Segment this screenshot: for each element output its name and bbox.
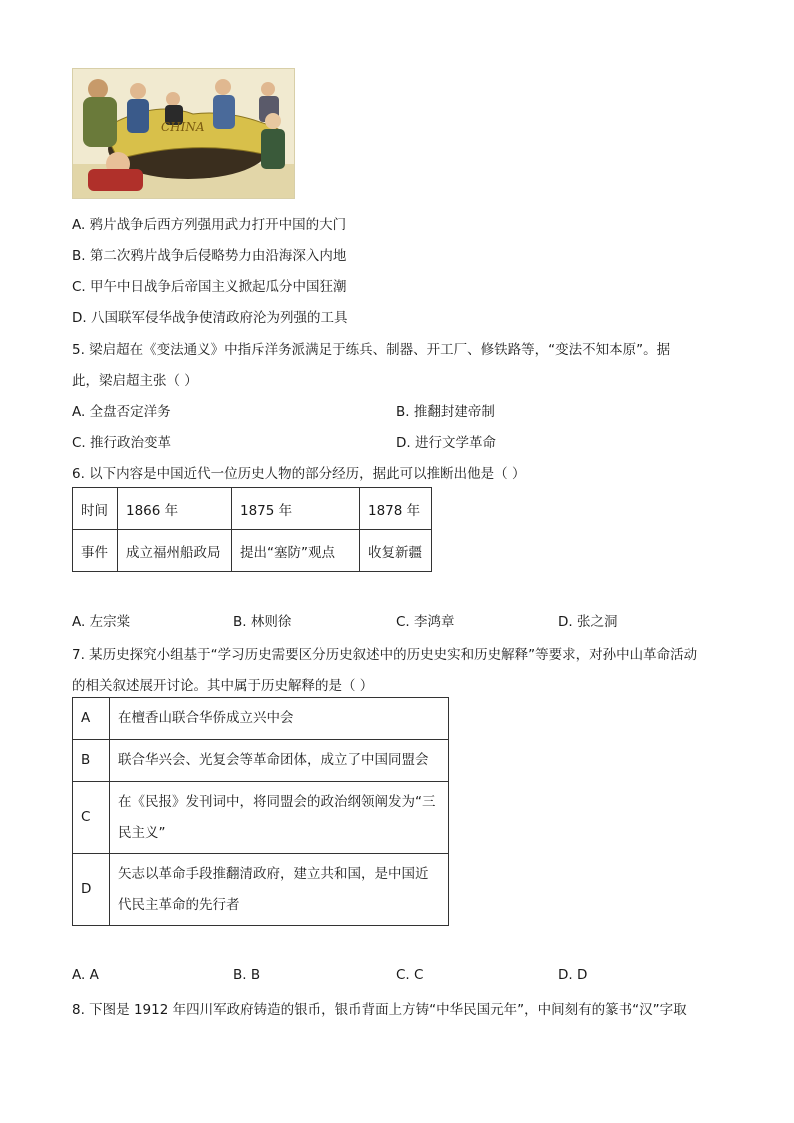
q7-row-key: C <box>73 782 110 854</box>
q7-row-line: 在檀香山联合华侨成立兴中会 <box>118 710 294 726</box>
q7-option-d: D. D <box>558 967 588 983</box>
q7-row-text <box>110 740 449 782</box>
q6-cell: 1875 年 <box>232 488 360 530</box>
q7-row-line: 矢志以革命手段推翻清政府，建立共和国，是中国近 <box>118 865 429 882</box>
q6-option-d: D. 张之洞 <box>558 614 618 630</box>
q6-stem: 6. 以下内容是中国近代一位历史人物的部分经历，据此可以推断出他是（ ） <box>72 466 526 482</box>
q7-row-text <box>110 698 449 740</box>
q6-cell: 1878 年 <box>360 488 432 530</box>
q5-stem-line2: 此，梁启超主张（ ） <box>72 373 198 389</box>
q7-table-row <box>73 740 449 782</box>
q7-table-row <box>73 854 449 926</box>
q7-row-line: 在《民报》发刊词中，将同盟会的政治纲领阐发为“三 <box>118 793 436 810</box>
q6-cell: 成立福州船政局 <box>118 530 232 572</box>
q7-option-a: A. A <box>72 967 99 983</box>
q8-stem-line1: 8. 下图是 1912 年四川军政府铸造的银币，银币背面上方铸“中华民国元年”，中间刻有的篆书“汉”字取 <box>72 1002 687 1018</box>
q5-option-a: A. 全盘否定洋务 <box>72 404 171 420</box>
q6-table-row-time <box>73 488 432 530</box>
q6-table-row-event <box>73 530 432 572</box>
q7-stem-line2: 的相关叙述展开讨论。其中属于历史解释的是（ ） <box>72 678 374 694</box>
cartoon-image <box>72 68 295 199</box>
q6-table <box>72 487 432 572</box>
q7-table-row <box>73 698 449 740</box>
q7-row-key: A <box>73 698 110 740</box>
q4-option-d: D. 八国联军侵华战争使清政府沦为列强的工具 <box>72 310 348 326</box>
q7-option-b: B. B <box>233 967 261 983</box>
q7-row-line: 代民主革命的先行者 <box>118 896 240 913</box>
q5-option-b: B. 推翻封建帝制 <box>396 404 495 420</box>
q7-row-key: D <box>73 854 110 926</box>
q7-row-line: 联合华兴会、光复会等革命团体，成立了中国同盟会 <box>118 752 429 768</box>
q6-cell: 事件 <box>73 530 118 572</box>
q5-option-c: C. 推行政治变革 <box>72 435 172 451</box>
q5-option-d: D. 进行文学革命 <box>396 435 496 451</box>
q7-row-line: 民主义” <box>118 824 166 841</box>
q6-cell: 收复新疆 <box>360 530 432 572</box>
q6-option-b: B. 林则徐 <box>233 614 292 630</box>
q6-cell: 提出“塞防”观点 <box>232 530 360 572</box>
q6-option-a: A. 左宗棠 <box>72 614 131 630</box>
q4-option-b: B. 第二次鸦片战争后侵略势力由沿海深入内地 <box>72 248 347 264</box>
q7-row-text <box>110 854 449 926</box>
q6-option-c: C. 李鸿章 <box>396 614 455 630</box>
q7-row-key: B <box>73 740 110 782</box>
q4-option-a: A. 鸦片战争后西方列强用武力打开中国的大门 <box>72 217 347 233</box>
q6-cell: 1866 年 <box>118 488 232 530</box>
q5-stem-line1: 5. 梁启超在《变法通义》中指斥洋务派满足于练兵、制器、开工厂、修铁路等，“变法不知本原”。据 <box>72 342 671 358</box>
q7-stem-line1: 7. 某历史探究小组基于“学习历史需要区分历史叙述中的历史史实和历史解释”等要求，对孙中山革命活动 <box>72 647 698 663</box>
q7-table <box>72 697 449 926</box>
q4-option-c: C. 甲午中日战争后帝国主义掀起瓜分中国狂潮 <box>72 279 347 295</box>
q7-row-text <box>110 782 449 854</box>
cartoon-word: CHINA <box>161 120 205 134</box>
q7-option-c: C. C <box>396 967 424 983</box>
q6-cell: 时间 <box>73 488 118 530</box>
q7-table-row <box>73 782 449 854</box>
